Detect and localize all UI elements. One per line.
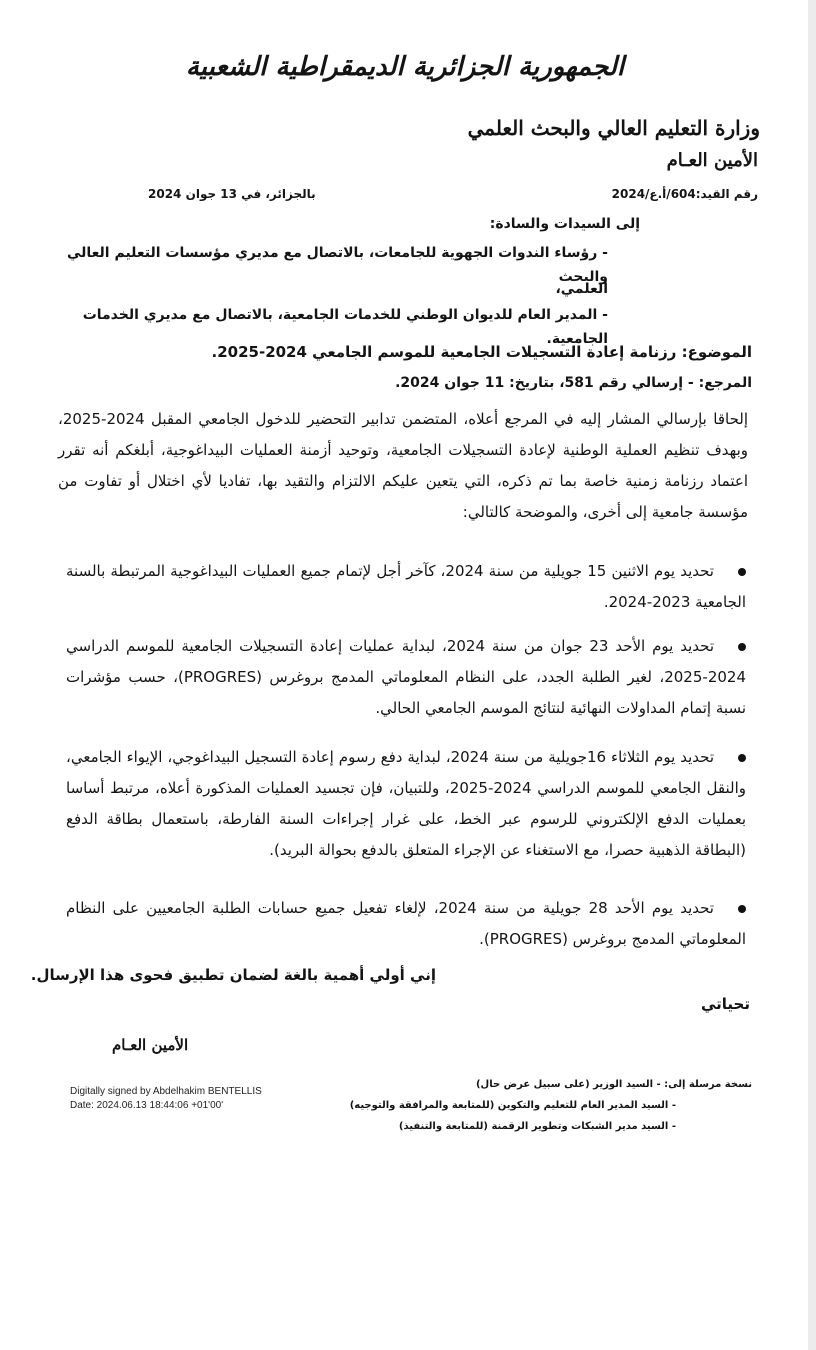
bullet-icon xyxy=(738,643,746,651)
list-item-text: تحديد يوم الأحد 23 جوان من سنة 2024، لبداية عمليات إعادة التسجيلات الجامعية للموسم الدراسي 2024-2025، لغير الطلبة الجدد، على النظام المعلوماتي المدمج بروغرس (PROGRES)، حسب مؤشرات نسبة إتمام المداولات النهائية لنتائج الموسم الجامعي الحالي. xyxy=(66,637,746,717)
copy-recipient: - السيد مدير الشبكات وتطوير الرقمنة (للمتابعة والتنفيذ) xyxy=(398,1121,676,1132)
list-item-text: تحديد يوم الاثنين 15 جويلية من سنة 2024، كآخر أجل لإتمام جميع العمليات البيداغوجية المرتبطة بالسنة الجامعية 2023-2024. xyxy=(66,562,746,611)
recipient-item: - المدير العام للديوان الوطني للخدمات الجامعية، بالاتصال مع مديري الخدمات الجامعية. xyxy=(82,307,608,347)
copy-recipient: - السيد المدير العام للتعليم والتكوين (للمتابعة والمرافقة والتوجيه) xyxy=(349,1100,676,1111)
copies-list xyxy=(350,1074,752,1137)
bullet-icon xyxy=(738,754,746,762)
place-and-date: بالجزائر، في 13 جوان 2024 xyxy=(148,187,316,201)
page-edge xyxy=(808,0,816,1350)
bullet-icon xyxy=(738,905,746,913)
reference-number: رقم القيد:604/أ.ع/2024 xyxy=(611,187,758,201)
list-item-text: تحديد يوم الثلاثاء 16جويلية من سنة 2024، لبداية دفع رسوم إعادة التسجيل البيداغوجي، الإيواء الجامعي، والنقل الجامعي للموسم الدراسي 2024-2025، وللتبيان، فإن تجسيد العمليات المذكورة أعلاه، مرتبط أساسا بعمليات الدفع الإلكتروني للرسوم عبر الخط، على غرار إجراءات السنة الفارطة، باستعمال بطاقة الدفع (البطاقة الذهبية حصرا، مع الاستغناء عن الإجراء المتعلق بالدفع بحوالة البريد). xyxy=(66,748,746,859)
closing-sentence: إني أولي أهمية بالغة لضمان تطبيق فحوى هذا الإرسال. xyxy=(30,966,436,984)
signature-title: الأمين العـام xyxy=(112,1036,189,1054)
secretary-general-label: الأمين العـام xyxy=(666,150,758,171)
list-item xyxy=(66,631,746,724)
digital-signature-name: Digitally signed by Abdelhakim BENTELLIS xyxy=(70,1086,262,1097)
greeting: تحياتي xyxy=(700,995,750,1013)
recipients-heading: إلى السيدات والسادة: xyxy=(489,216,640,232)
digital-signature xyxy=(70,1085,262,1113)
ministry-name: وزارة التعليم العالي والبحث العلمي xyxy=(467,116,760,140)
list-item xyxy=(66,893,746,955)
reference-line: المرجع: - إرسالي رقم 581، بتاريخ: 11 جوان 2024. xyxy=(395,375,752,391)
bullet-icon xyxy=(738,568,746,576)
copy-recipient: نسخة مرسلة إلى: - السيد الوزير (على سبيل عرض حال) xyxy=(475,1079,752,1090)
recipient-item: - رؤساء الندوات الجهوية للجامعات، بالاتصال مع مديري مؤسسات التعليم العالي والبحث xyxy=(66,245,608,285)
subject-line: الموضوع: رزنامة إعادة التسجيلات الجامعية للموسم الجامعي 2024-2025. xyxy=(211,343,752,361)
list-item xyxy=(66,556,746,618)
intro-paragraph: إلحاقا بإرسالي المشار إليه في المرجع أعلاه، المتضمن تدابير التحضير للدخول الجامعي المقبل 2024-2025، وبهدف تنظيم العملية الوطنية لإعادة التسجيلات الجامعية، وتوحيد أزمنة العمليات البيداغوجية، أبلغكم أنه تقرر اعتماد رزنامة زمنية خاصة بما تم ذكره، التي يتعين عليكم الالتزام والتقيد بها، تفاديا لأي اختلال أو تفاوت من مؤسسة جامعية إلى أخرى، والموضحة كالتالي: xyxy=(58,410,748,521)
list-item-text: تحديد يوم الأحد 28 جويلية من سنة 2024، لإلغاء تفعيل جميع حسابات الطلبة الجامعيين على النظام المعلوماتي المدمج بروغرس (PROGRES). xyxy=(66,899,746,948)
digital-signature-date: Date: 2024.06.13 18:44:06 +01'00' xyxy=(70,1100,224,1111)
recipient-item: العلمي، xyxy=(555,281,608,297)
list-item xyxy=(66,742,746,866)
republic-heading: الجمهورية الجزائرية الديمقراطية الشعبية xyxy=(185,52,625,82)
